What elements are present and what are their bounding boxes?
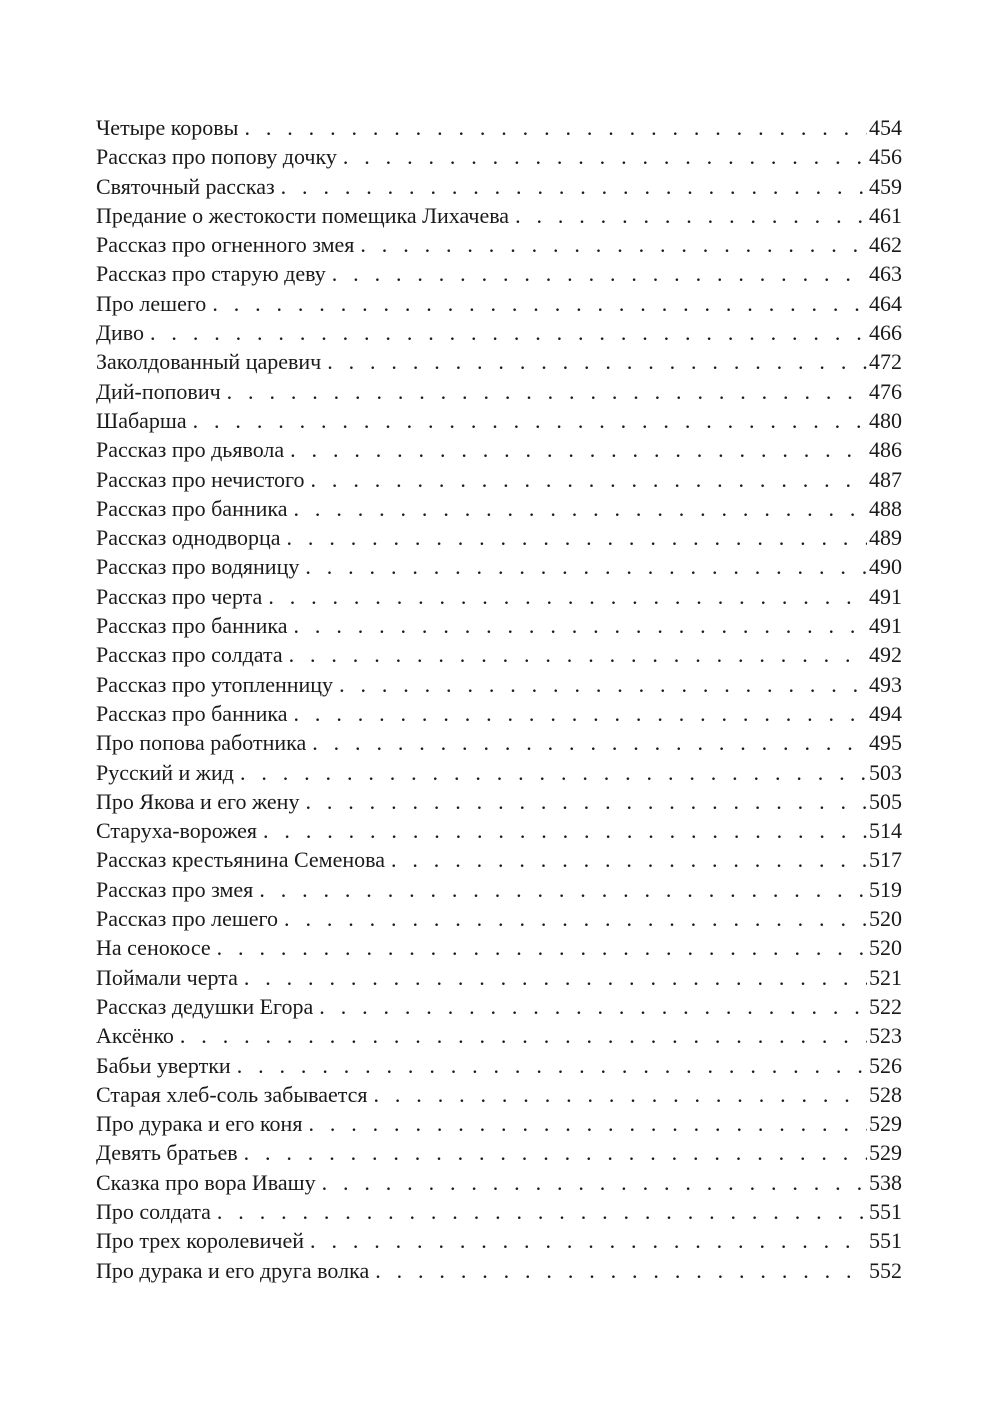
toc-entry-page-number: 466 <box>869 320 902 346</box>
toc-entry-page-number: 462 <box>869 232 902 258</box>
toc-entry-page-number: 495 <box>869 730 902 756</box>
dot-leader <box>268 582 867 611</box>
toc-entry-title: Рассказ про черта <box>96 583 263 609</box>
toc-entry <box>96 465 902 494</box>
dot-leader <box>322 1168 867 1197</box>
dot-leader <box>310 1226 867 1255</box>
toc-entry-page-number: 552 <box>869 1257 902 1283</box>
dot-leader <box>515 201 867 230</box>
toc-entry-title: Аксёнко <box>96 1023 174 1049</box>
toc-entry <box>96 816 902 845</box>
toc-entry-title: Диво <box>96 320 145 346</box>
toc-entry-title: Рассказ про лешего <box>96 906 279 932</box>
toc-entry-title: На сенокосе <box>96 935 211 961</box>
toc-entry <box>96 377 902 406</box>
toc-entry-page-number: 519 <box>869 876 902 902</box>
toc-entry-title: Рассказ про змея <box>96 876 254 902</box>
toc-entry-page-number: 494 <box>869 700 902 726</box>
toc-entry-title: Рассказ про нечистого <box>96 466 305 492</box>
toc-entry-title: Рассказ про банника <box>96 613 288 639</box>
toc-entry <box>96 289 902 318</box>
toc-entry-page-number: 493 <box>869 671 902 697</box>
toc-entry-page-number: 492 <box>869 642 902 668</box>
dot-leader <box>227 377 867 406</box>
toc-entry <box>96 1021 902 1050</box>
toc-entry-title: Рассказ про старую деву <box>96 261 326 287</box>
toc-entry <box>96 259 902 288</box>
toc-entry <box>96 1226 902 1255</box>
toc-entry-title: Про дурака и его друга волка <box>96 1257 370 1283</box>
dot-leader <box>339 670 867 699</box>
toc-entry <box>96 640 902 669</box>
dot-leader <box>391 845 867 874</box>
toc-entry-title: Рассказ про банника <box>96 700 288 726</box>
toc-entry <box>96 582 902 611</box>
toc-entry-title: Про солдата <box>96 1198 211 1224</box>
toc-entry-title: Рассказ про водяницу <box>96 554 300 580</box>
dot-leader <box>290 435 867 464</box>
toc-entry-page-number: 551 <box>869 1198 902 1224</box>
toc-entry-page-number: 520 <box>869 935 902 961</box>
toc-entry-title: Сказка про вора Ивашу <box>96 1169 316 1195</box>
toc-entry <box>96 758 902 787</box>
dot-leader <box>237 1051 867 1080</box>
toc-entry <box>96 904 902 933</box>
toc-entry-title: Поймали черта <box>96 964 238 990</box>
toc-entry <box>96 230 902 259</box>
toc-entry-page-number: 461 <box>869 202 902 228</box>
dot-leader <box>327 347 867 376</box>
toc-entry-page-number: 488 <box>869 495 902 521</box>
toc-entry-title: Про Якова и его жену <box>96 788 300 814</box>
dot-leader <box>180 1021 867 1050</box>
toc-entry <box>96 172 902 201</box>
toc-entry-title: Рассказ про огненного змея <box>96 232 355 258</box>
toc-entry-page-number: 476 <box>869 378 902 404</box>
toc-entry <box>96 113 902 142</box>
dot-leader <box>240 758 867 787</box>
toc-entry <box>96 347 902 376</box>
dot-leader <box>244 113 867 142</box>
toc-entry-title: Рассказ дедушки Егора <box>96 993 314 1019</box>
toc-entry-title: Бабьи увертки <box>96 1052 231 1078</box>
dot-leader <box>305 552 867 581</box>
dot-leader <box>150 318 867 347</box>
toc-entry-title: Рассказ крестьянина Семенова <box>96 847 385 873</box>
toc-entry-title: Про лешего <box>96 290 207 316</box>
toc-entry-page-number: 528 <box>869 1081 902 1107</box>
toc-entry <box>96 552 902 581</box>
toc-entry <box>96 523 902 552</box>
toc-entry-page-number: 523 <box>869 1023 902 1049</box>
toc-entry-page-number: 489 <box>869 525 902 551</box>
toc-entry-page-number: 551 <box>869 1228 902 1254</box>
toc-entry <box>96 992 902 1021</box>
dot-leader <box>305 787 867 816</box>
toc-entry <box>96 670 902 699</box>
toc-entry <box>96 1197 902 1226</box>
toc-entry-title: Про попова работника <box>96 730 307 756</box>
toc-entry-page-number: 529 <box>869 1140 902 1166</box>
toc-entry-title: Про трех королевичей <box>96 1228 305 1254</box>
toc-entry-title: Русский и жид <box>96 759 234 785</box>
toc-entry-page-number: 459 <box>869 173 902 199</box>
toc-entry <box>96 933 902 962</box>
toc-entry <box>96 963 902 992</box>
toc-entry <box>96 435 902 464</box>
toc-entry-page-number: 521 <box>869 964 902 990</box>
dot-leader <box>259 875 867 904</box>
toc-entry <box>96 1256 902 1285</box>
toc-entry-page-number: 526 <box>869 1052 902 1078</box>
toc-entry-page-number: 538 <box>869 1169 902 1195</box>
toc-entry-page-number: 503 <box>869 759 902 785</box>
toc-entry <box>96 1109 902 1138</box>
toc-entry <box>96 611 902 640</box>
toc-entry-title: Дий-попович <box>96 378 221 404</box>
dot-leader <box>375 1256 867 1285</box>
dot-leader <box>312 728 867 757</box>
toc-entry <box>96 1080 902 1109</box>
toc-entry <box>96 406 902 435</box>
dot-leader <box>374 1080 868 1109</box>
dot-leader <box>311 465 867 494</box>
toc-entry-page-number: 456 <box>869 144 902 170</box>
dot-leader <box>193 406 867 435</box>
toc-entry-page-number: 480 <box>869 407 902 433</box>
dot-leader <box>360 230 867 259</box>
dot-leader <box>212 289 867 318</box>
toc-entry <box>96 318 902 347</box>
dot-leader <box>294 699 867 728</box>
table-of-contents <box>96 113 902 1285</box>
toc-entry-title: Четыре коровы <box>96 115 239 140</box>
toc-entry-page-number: 463 <box>869 261 902 287</box>
toc-entry <box>96 699 902 728</box>
dot-leader <box>281 172 867 201</box>
toc-entry-title: Предание о жестокости помещика Лихачева <box>96 202 510 228</box>
toc-entry-title: Заколдованный царевич <box>96 349 322 375</box>
toc-entry-page-number: 517 <box>869 847 902 873</box>
toc-entry-title: Старуха-ворожея <box>96 818 258 844</box>
toc-entry <box>96 142 902 171</box>
toc-entry-page-number: 464 <box>869 290 902 316</box>
dot-leader <box>217 933 867 962</box>
dot-leader <box>284 904 867 933</box>
toc-entry-page-number: 486 <box>869 437 902 463</box>
dot-leader <box>294 611 867 640</box>
toc-entry-title: Рассказ про утопленницу <box>96 671 334 697</box>
toc-entry-title: Девять братьев <box>96 1140 238 1166</box>
toc-entry-title: Рассказ про банника <box>96 495 288 521</box>
toc-entry <box>96 845 902 874</box>
toc-entry-title: Про дурака и его коня <box>96 1111 303 1137</box>
dot-leader <box>294 494 867 523</box>
toc-entry <box>96 728 902 757</box>
toc-entry-page-number: 491 <box>869 583 902 609</box>
toc-entry-title: Рассказ про дьявола <box>96 437 285 463</box>
toc-entry-page-number: 520 <box>869 906 902 932</box>
toc-entry-page-number: 472 <box>869 349 902 375</box>
toc-entry-title: Рассказ однодворца <box>96 525 281 551</box>
toc-entry-page-number: 514 <box>869 818 902 844</box>
toc-entry-page-number: 522 <box>869 993 902 1019</box>
dot-leader <box>217 1197 867 1226</box>
dot-leader <box>289 640 867 669</box>
toc-entry-page-number: 454 <box>869 115 902 140</box>
toc-entry-title: Шабарша <box>96 407 187 433</box>
dot-leader <box>308 1109 867 1138</box>
dot-leader <box>343 142 867 171</box>
toc-entry-page-number: 529 <box>869 1111 902 1137</box>
toc-entry-title: Старая хлеб-соль забывается <box>96 1081 368 1107</box>
dot-leader <box>263 816 867 845</box>
toc-entry-title: Святочный рассказ <box>96 173 275 199</box>
toc-entry-title: Рассказ про солдата <box>96 642 283 668</box>
toc-entry-page-number: 490 <box>869 554 902 580</box>
dot-leader <box>319 992 867 1021</box>
toc-entry-page-number: 505 <box>869 788 902 814</box>
toc-entry-page-number: 487 <box>869 466 902 492</box>
toc-entry-page-number: 491 <box>869 613 902 639</box>
dot-leader <box>287 523 867 552</box>
dot-leader <box>244 963 867 992</box>
toc-entry <box>96 1051 902 1080</box>
toc-entry <box>96 1138 902 1167</box>
dot-leader <box>244 1138 867 1167</box>
dot-leader <box>332 259 867 288</box>
toc-entry <box>96 787 902 816</box>
toc-entry <box>96 201 902 230</box>
toc-entry <box>96 494 902 523</box>
toc-entry-title: Рассказ про попову дочку <box>96 144 337 170</box>
toc-entry <box>96 1168 902 1197</box>
toc-entry <box>96 875 902 904</box>
